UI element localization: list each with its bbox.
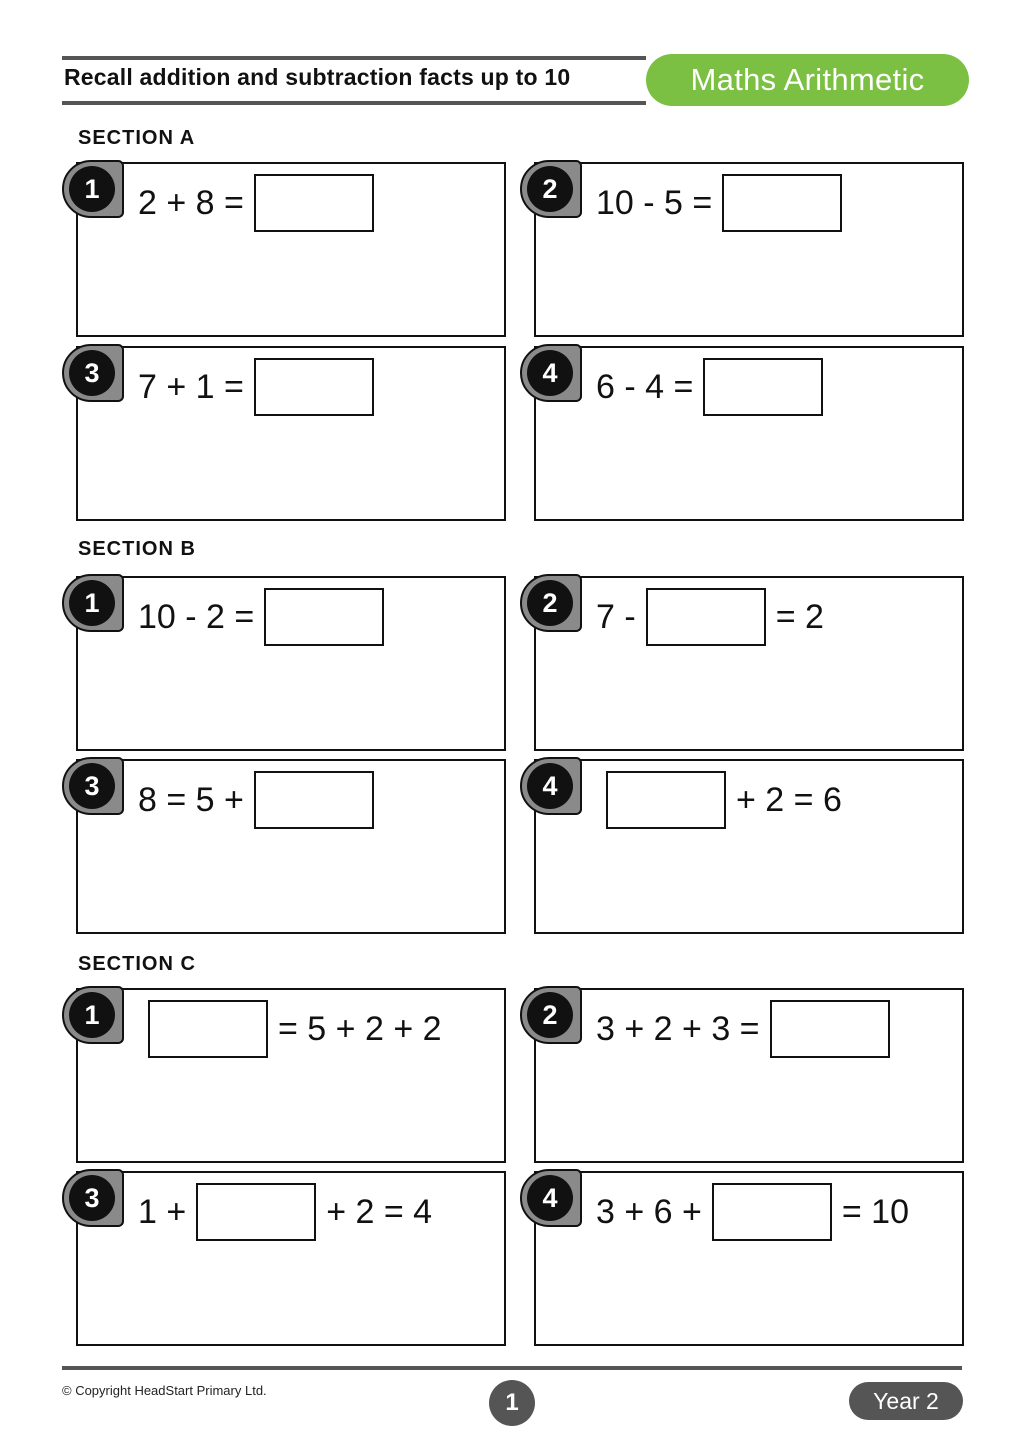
equation-text: = 10 [841,1192,909,1231]
answer-box[interactable] [770,1000,890,1058]
question-number-badge [62,344,124,402]
equation [596,588,824,646]
question-number: 2 [527,580,573,626]
equation [138,1183,432,1241]
question-number-badge [62,986,124,1044]
question-number: 4 [527,350,573,396]
question-number: 1 [69,992,115,1038]
equation-text: 1 + [138,1192,187,1231]
equation [596,1000,900,1058]
answer-box[interactable] [148,1000,268,1058]
question-number-badge [520,986,582,1044]
page-number-badge: 1 [489,1380,535,1426]
question-number: 1 [69,166,115,212]
question-number-badge [62,574,124,632]
answer-box[interactable] [703,358,823,416]
question-number-badge [520,160,582,218]
section-heading: SECTION B [78,538,196,560]
answer-box[interactable] [196,1183,316,1241]
question-number-badge [520,1169,582,1227]
question-number: 2 [527,166,573,212]
equation-text: + 2 = 4 [326,1192,433,1231]
question-number: 4 [527,763,573,809]
subject-badge: Maths Arithmetic [646,54,969,106]
answer-box[interactable] [606,771,726,829]
answer-box[interactable] [264,588,384,646]
answer-box[interactable] [254,174,374,232]
question-number-badge [62,757,124,815]
equation-text: + 2 = 6 [736,780,842,819]
question-number-badge [62,1169,124,1227]
answer-box[interactable] [254,358,374,416]
equation [596,358,833,416]
question-number: 3 [69,763,115,809]
question-number: 3 [69,350,115,396]
header-rule-bottom [62,101,646,105]
question-number-badge [520,574,582,632]
section-heading: SECTION A [78,127,196,149]
equation-text: = 5 + 2 + 2 [278,1009,442,1048]
equation-text: 2 + 8 = [138,183,244,222]
section-heading: SECTION C [78,953,196,975]
equation [138,588,394,646]
answer-box[interactable] [254,771,374,829]
equation-text: 6 - 4 = [596,367,694,406]
equation-text: = 2 [775,597,824,636]
answer-box[interactable] [712,1183,832,1241]
equation [596,1183,909,1241]
question-number: 2 [527,992,573,1038]
header-rule-top [62,56,646,60]
question-number-badge [62,160,124,218]
equation-text: 7 + 1 = [138,367,244,406]
equation-text: 10 - 5 = [596,183,713,222]
equation [596,771,842,829]
equation-text: 10 - 2 = [138,597,255,636]
equation [138,771,384,829]
equation [138,1000,442,1058]
footer-rule [62,1366,962,1370]
equation [138,358,384,416]
question-number: 4 [527,1175,573,1221]
equation-text: 7 - [596,597,636,636]
year-badge: Year 2 [849,1382,963,1420]
worksheet-title: Recall addition and subtraction facts up to 10 [64,64,571,90]
equation [138,174,384,232]
copyright-text: © Copyright HeadStart Primary Ltd. [62,1383,267,1398]
answer-box[interactable] [722,174,842,232]
question-number-badge [520,757,582,815]
equation [596,174,852,232]
question-number: 1 [69,580,115,626]
equation-text: 3 + 2 + 3 = [596,1009,760,1048]
answer-box[interactable] [646,588,766,646]
equation-text: 8 = 5 + [138,780,244,819]
equation-text: 3 + 6 + [596,1192,702,1231]
question-number-badge [520,344,582,402]
question-number: 3 [69,1175,115,1221]
